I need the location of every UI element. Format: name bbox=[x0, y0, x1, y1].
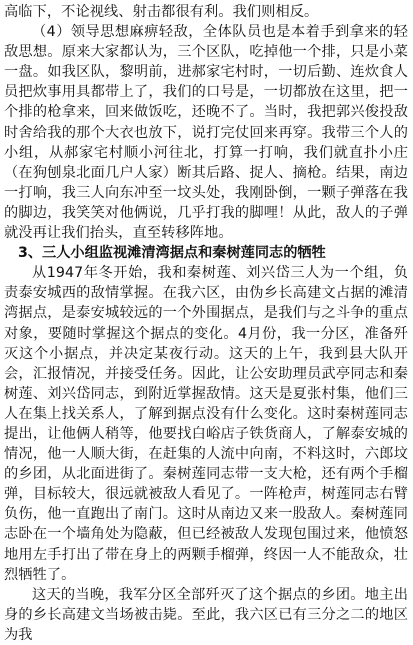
section-heading: 3、三人小组监视滩清湾据点和秦树莲同志的牺牲 bbox=[18, 245, 326, 262]
paragraph-section-body: 从1947年冬开始，我和秦树莲、刘兴岱三人为一个组，负责泰安城西的敌情掌握。在我六区，由伪乡长高建文占据的滩清湾据点，是泰安城较远的一个外围据点，是我们与之斗争的重点对象，要随时掌握这个据点的变化。4月份，我一分区，准备歼灭这个小据点，并决定某夜行动。这天的上午，我到县大队开会，汇报情况，并接受任务。因此，让公安助理员武亭同志和秦树莲、刘兴岱同志，到附近掌握敌情。这天是夏张村集，他们三人在集上找关系人，了解到据点没有什么变化。这时秦树莲同志提出，让他俩人稍等，他要找白峪店子铁货商人，了解泰安城的情况，他一人顺大街，在赶集的人流中向南，不料这时，六郎坟的乡团，从北面进街了。秦树莲同志带一支大枪，还有两个手榴弹，目标较大，很远就被敌人看见了。一阵枪声，树莲同志右臂负伤，他一直跑出了南门。这时从南边又来一股敌人。秦树莲同志卧在一个墙角处为隐蔽，但已经被敌人发现包围过来，他愤怒地用左手打出了带在身上的两颗手榴弹，终因一人不能敌众，壮烈牺牲了。 bbox=[4, 265, 408, 583]
paragraph-continuation: 高临下，不论视线、射击都很有利。我们则相反。 bbox=[4, 4, 319, 20]
paragraph-closing: 这天的当晚，我军分区全部歼灭了这个据点的乡团。地主出身的乡长高建文当场被击毙。至此，我六区已有三分之二的地区为我 bbox=[4, 586, 408, 643]
paragraph-point-4: （4）领导思想麻痹轻敌，全体队员也是本着手到拿来的轻敌思想。原来大家都认为，三个区队，吃掉他一个排，只是小菜一盘。如我区队，黎明前，进郝家宅村时，一切后勤、连炊食人员把炊事用具都带上了，我们的口号是，一切都放在这里，把一个排的枪拿来，回来做饭吃，还晚不了。当时，我把郭兴俊投敌时舍给我的那个大衣也放下，说打完仗回来再穿。我带三个人的小组，从郝家宅村顺小河往北，打算一打响，我们就直扑小庄（在狗刨泉北面几户人家）断其后路、捉人、摘枪。结果，南边一打响，我三人向东冲至一坟头处，我刚卧倒，一颗子弹落在我的脚边，我笑笑对他俩说，几乎打我的脚哩！从此，敌人的子弹就没再让我们抬头，直至转移阵地。 bbox=[4, 24, 408, 242]
